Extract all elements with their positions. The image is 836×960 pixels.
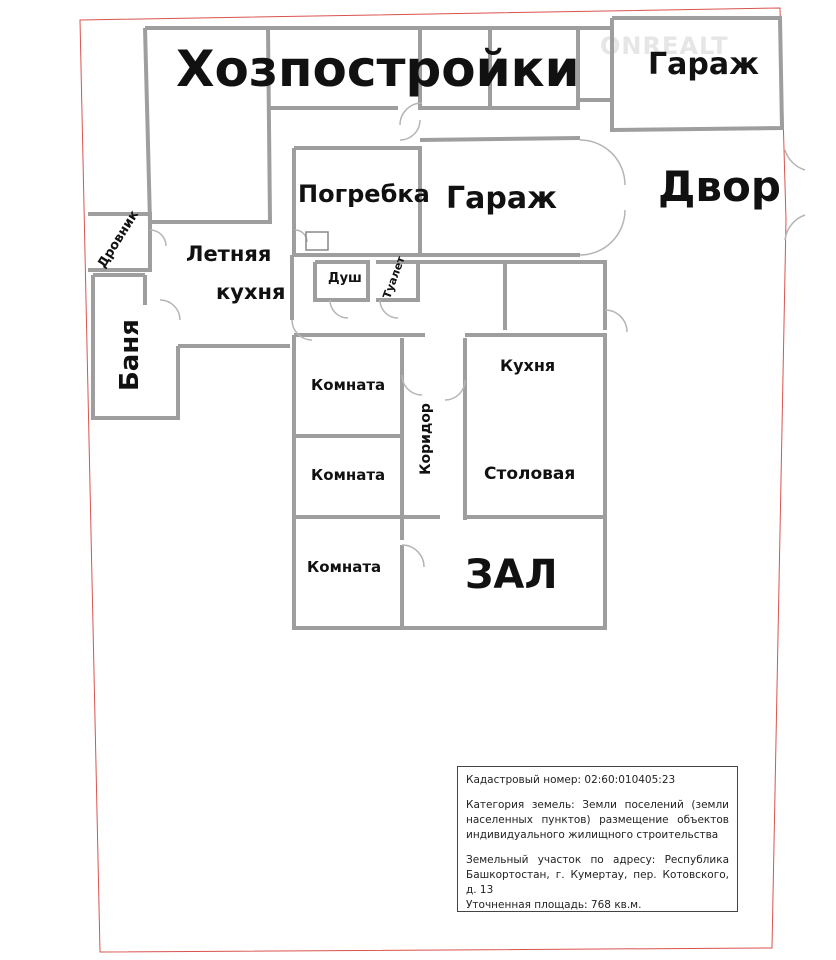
label-corridor: Коридор xyxy=(417,403,434,475)
label-yard: Двор xyxy=(658,162,781,211)
label-room-2: Комната xyxy=(311,466,386,484)
label-room-3: Комната xyxy=(307,558,382,576)
door-arc xyxy=(785,215,805,240)
label-shower: Душ xyxy=(328,271,362,286)
wall-garage-mid xyxy=(420,138,580,140)
door-arc xyxy=(160,300,180,320)
label-kitchen: Кухня xyxy=(500,356,556,375)
land-area: Уточненная площадь: 768 кв.м. xyxy=(466,899,642,911)
label-summer-kitchen: кухня xyxy=(216,280,286,304)
label-dining: Столовая xyxy=(484,464,576,484)
watermark-text: ONREALT xyxy=(600,32,729,60)
label-outbuildings: Хозпостройки xyxy=(176,40,580,98)
door-arc xyxy=(402,375,422,395)
label-bathhouse: Баня xyxy=(115,318,146,392)
label-toilet: Туалет xyxy=(380,254,408,301)
label-summer: Летняя xyxy=(186,242,272,266)
door-arc xyxy=(400,120,420,140)
cellar-hatch xyxy=(306,232,328,250)
door-arc xyxy=(580,140,625,185)
door-arc xyxy=(380,300,398,318)
door-arc xyxy=(295,230,307,242)
wall-outbuildings-left xyxy=(145,28,150,222)
label-living-room: ЗАЛ xyxy=(465,552,558,598)
land-category: Категория земель: Земли поселений (земли населенных пунктов) размещение объектов индивидуального жилищного строительства xyxy=(466,799,729,841)
label-garage-mid: Гараж xyxy=(446,181,557,216)
door-arc xyxy=(402,545,424,567)
cadastral-number: Кадастровый номер: 02:60:010405:23 xyxy=(466,774,676,786)
label-cellar: Погребка xyxy=(298,180,430,208)
door-arc xyxy=(150,230,166,246)
label-woodshed: Дровник xyxy=(94,207,143,272)
door-arc xyxy=(580,210,625,255)
label-garage-top: Гараж xyxy=(648,47,759,82)
door-arc xyxy=(785,150,805,170)
land-address: Земельный участок по адресу: Республика Башкортостан, г. Кумертау, пер. Котовского, д. 13 xyxy=(466,854,729,896)
label-room-1: Комната xyxy=(311,376,386,394)
door-arc xyxy=(330,300,348,318)
wall-annex xyxy=(420,262,605,330)
door-arc xyxy=(445,380,465,400)
cadastral-info-box xyxy=(457,766,738,912)
door-arc xyxy=(605,310,627,332)
